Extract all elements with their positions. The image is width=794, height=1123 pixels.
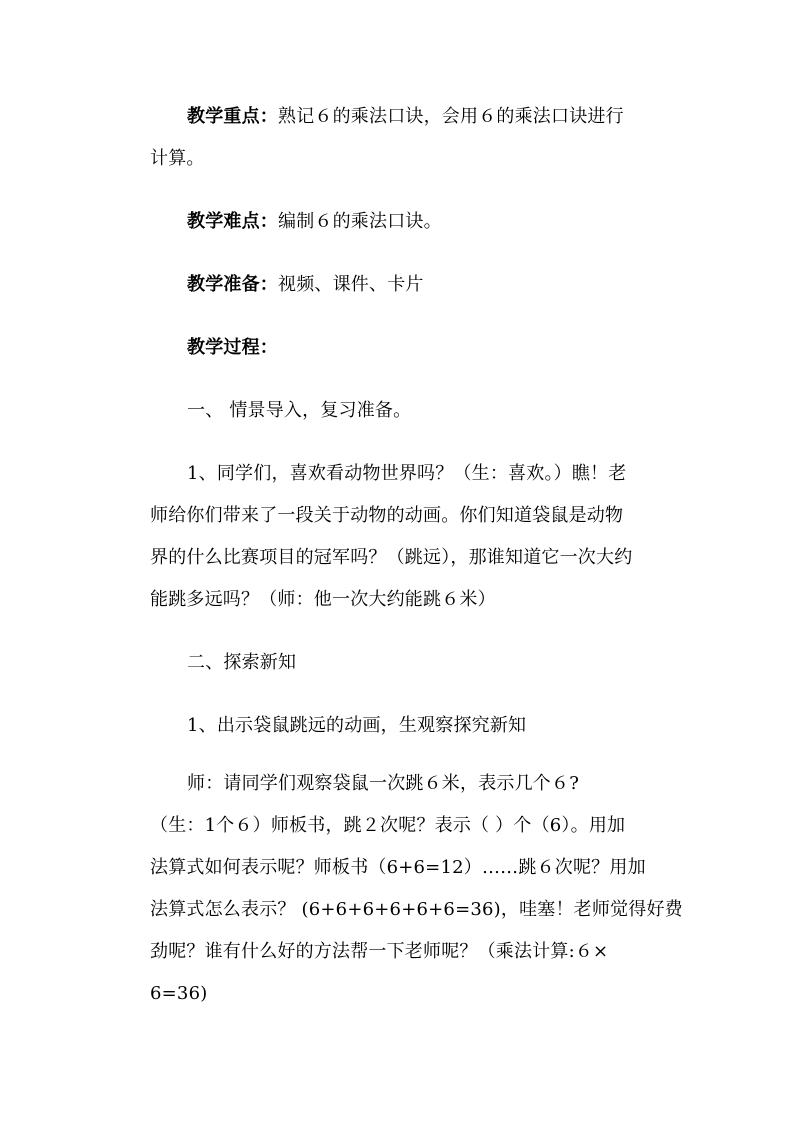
preparation-text: 视频、课件、卡片	[278, 274, 424, 295]
section1-line-2: 师给你们带来了一段关于动物的动画。你们知道袋鼠是动物	[150, 505, 624, 526]
difficulty-line	[187, 211, 442, 233]
section1-heading: 一、 情景导入，复习准备。	[187, 400, 412, 421]
focus-line-1	[187, 106, 624, 128]
section2-line-3: 法算式如何表示呢？师板书（6+6=12）……跳６次呢？用加	[150, 857, 646, 878]
section2-line-5: 劲呢？谁有什么好的方法帮一下老师呢？（乘法计算:６×	[150, 941, 609, 962]
difficulty-label: 教学难点：	[187, 211, 278, 232]
section2-line-1: 师：请同学们观察袋鼠一次跳６米，表示几个６?	[187, 773, 580, 794]
section1-line-4: 能跳多远吗？（师：他一次大约能跳６米）	[150, 589, 496, 610]
preparation-label: 教学准备：	[187, 274, 278, 295]
process-label: 教学过程：	[187, 337, 278, 358]
section2-line-4: 法算式怎么表示？ (6+6+6+6+6+6=36)，哇塞！老师觉得好费	[150, 899, 683, 920]
preparation-line	[187, 274, 424, 296]
section2-item-1: 1、出示袋鼠跳远的动画，生观察探究新知	[187, 715, 527, 736]
focus-label: 教学重点：	[187, 106, 278, 127]
focus-line-2: 计算。	[150, 148, 205, 169]
section2-heading: 二、探索新知	[187, 652, 297, 673]
section2-line-6: 6=36)	[150, 983, 208, 1004]
section2-line-2: （生：1个６）师板书，跳２次呢？表示（ ）个（6）。用加	[150, 815, 626, 836]
section1-line-3: 界的什么比赛项目的冠军吗？（跳远），那谁知道它一次大约	[150, 547, 633, 568]
section1-line-1: 1、同学们，喜欢看动物世界吗？（生：喜欢。）瞧！老	[187, 463, 627, 484]
difficulty-text: 编制６的乘法口诀。	[278, 211, 442, 232]
focus-text: 熟记６的乘法口诀，会用６的乘法口诀进行	[278, 106, 624, 127]
